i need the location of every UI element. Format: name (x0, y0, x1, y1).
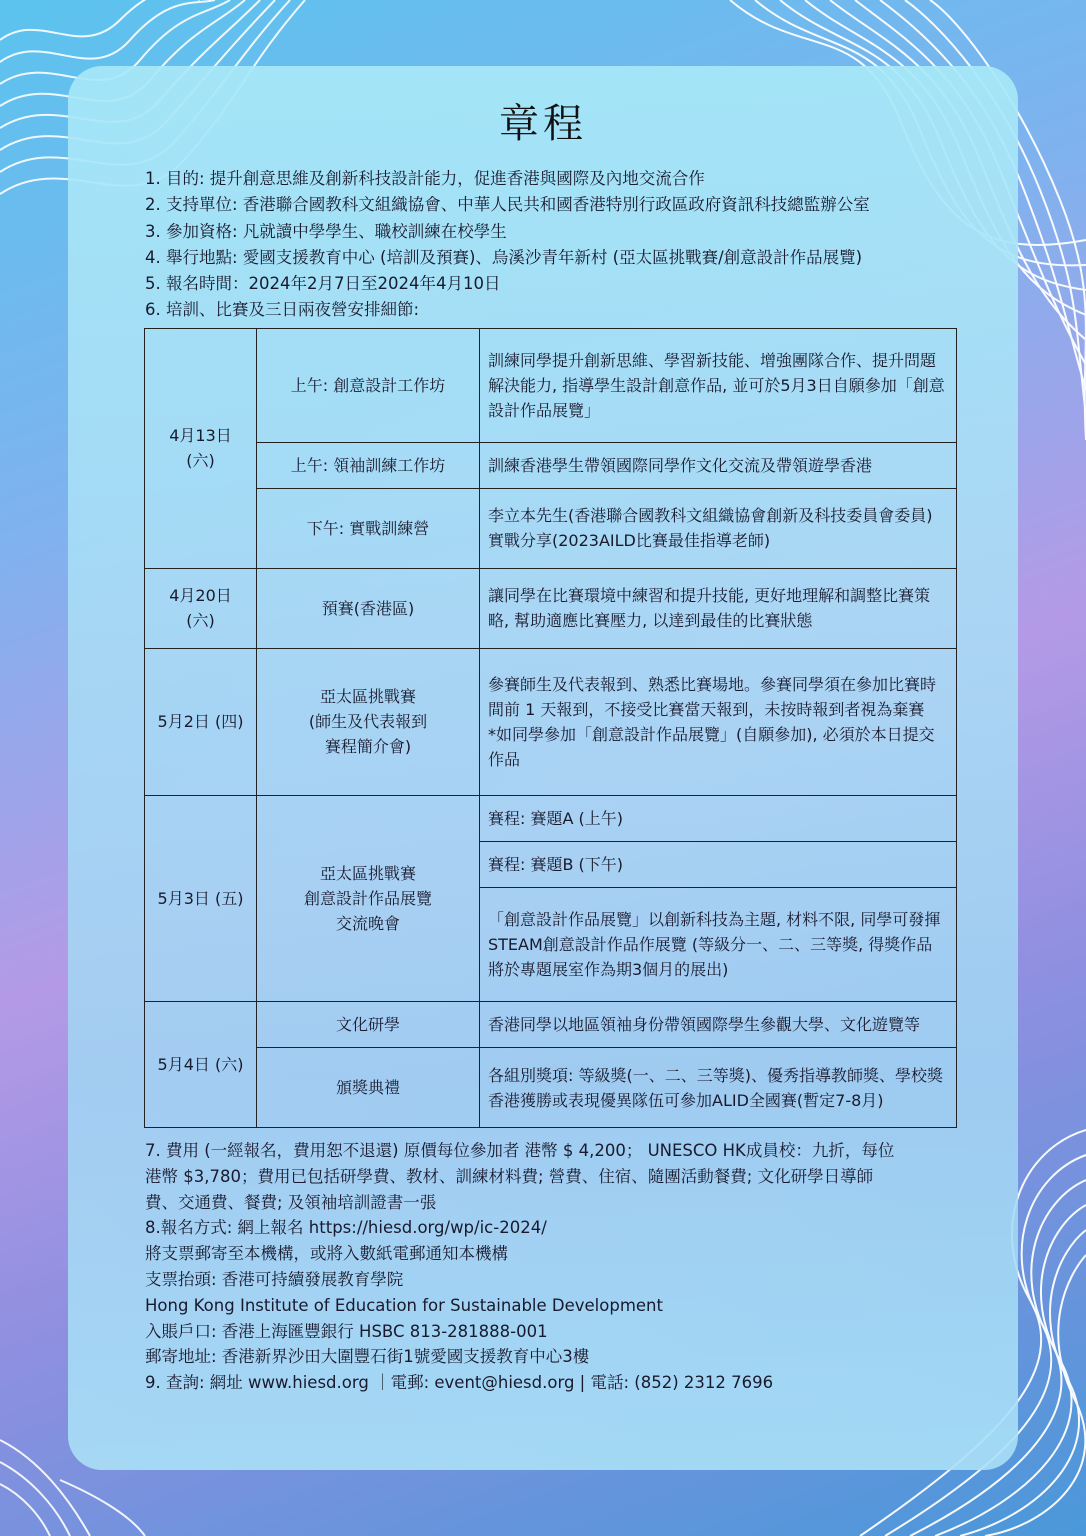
description-text: 香港同學以地區領袖身份帶領國際學生參觀大學、文化遊覽等 (488, 1015, 921, 1034)
date-label: 5月2日 (四) (157, 712, 244, 732)
description-cell (480, 568, 957, 648)
schedule-table (144, 328, 957, 1128)
description-cell (480, 888, 957, 1002)
date-cell (145, 648, 257, 796)
activity-label: 上午: 領袖訓練工作坊 (290, 455, 446, 475)
description-text: *如同學參加「創意設計作品展覽」(自願參加), 必須於本日提交作品 (488, 724, 935, 769)
activity-label: 上午: 創意設計工作坊 (290, 375, 446, 395)
description-text: 李立本先生(香港聯合國教科文組織協會創新及科技委員會委員) (488, 506, 933, 526)
description-text: 訓練香港學生帶領國際同學作文化交流及帶領遊學香港 (488, 455, 873, 475)
bank-account-line: 入賬戶口: 香港上海匯豐銀行 HSBC 813-281888-001 (145, 1321, 548, 1341)
description-text: 參賽師生及代表報到、熟悉比賽場地。參賽同學須在參加比賽時間前 1 天報到，不接受比賽當天報到，未按時報到者視為棄賽 (488, 674, 937, 719)
fee-line: 費、交通費、餐費; 及領袖培訓證書一張 (145, 1192, 437, 1212)
description-text: 讓同學在比賽環境中練習和提升技能, 更好地理解和調整比賽策略, 幫助適應比賽壓力, 以達到最佳的比賽狀態 (488, 586, 931, 631)
fee-line: 港幣 $3,780；費用已包括研學費、教材、訓練材料費; 營費、住宿、隨團活動餐費; 文化研學日導師 (145, 1166, 874, 1186)
table-row (145, 442, 957, 488)
description-cell (480, 648, 957, 796)
date-label: 4月13日 (169, 426, 232, 446)
activity-cell (257, 329, 480, 443)
description-text: 香港獲勝或表現優異隊伍可參加ALID全國賽(暫定7-8月) (488, 1090, 884, 1110)
activity-label: 創意設計作品展覽 (303, 889, 432, 909)
activity-label: 下午: 實戰訓練營 (306, 518, 430, 538)
description-cell (480, 1001, 957, 1047)
intro-item-eligibility: 3. 參加資格: 凡就讀中學學生、職校訓練在校學生 (145, 221, 507, 241)
intro-item-schedule-heading: 6. 培訓、比賽及三日兩夜營安排細節: (145, 300, 420, 320)
description-cell (480, 442, 957, 488)
table-row (145, 1001, 957, 1047)
activity-label: 亞太區挑戰賽 (319, 864, 416, 884)
intro-list (145, 166, 965, 324)
intro-item-registration-period: 5. 報名時間：2024年2月7日至2024年4月10日 (145, 274, 501, 294)
description-text: 訓練同學提升創新思維、學習新技能、增強團隊合作、提升問題解決能力, 指導學生設計創意作品, 並可於5月3日自願參加「創意設計作品展覽」 (488, 350, 945, 420)
registration-method-line: 8.報名方式: 網上報名 https://hiesd.org/wp/ic-2024/ (145, 1218, 547, 1238)
description-cell (480, 842, 957, 888)
activity-label: 文化研學 (335, 1015, 400, 1034)
activity-cell (257, 1048, 480, 1128)
description-text: 賽程: 賽題B (下午) (488, 855, 624, 875)
date-cell (145, 329, 257, 569)
description-cell (480, 329, 957, 443)
intro-item-venue: 4. 舉行地點: 愛國支援教育中心 (培訓及預賽)、烏溪沙青年新村 (亞太區挑戰賽/創意設計作品展覽) (145, 247, 863, 267)
activity-label: 亞太區挑戰賽 (319, 687, 416, 707)
description-text: 「創意設計作品展覽」以創新科技為主題, 材料不限, 同學可發揮STEAM創意設計作品作展覽 (等級分一、二、三等獎, 得獎作品將於專題展室作為期3個月的展出) (488, 910, 941, 980)
date-cell (145, 796, 257, 1002)
activity-label: 交流晚會 (335, 914, 400, 934)
activity-label: 賽程簡介會) (324, 737, 412, 757)
table-row (145, 648, 957, 796)
table-row (145, 488, 957, 568)
page-title: 章程 (499, 101, 587, 147)
table-row (145, 796, 957, 842)
description-cell (480, 488, 957, 568)
weekday-label: (六) (186, 451, 215, 471)
activity-cell (257, 442, 480, 488)
description-cell (480, 796, 957, 842)
description-cell (480, 1048, 957, 1128)
intro-item-purpose: 1. 目的: 提升創意思維及創新科技設計能力，促進香港與國際及內地交流合作 (145, 169, 705, 188)
weekday-label: (六) (186, 611, 215, 631)
activity-label: 頒獎典禮 (335, 1078, 400, 1097)
description-text: 各組別獎項: 等級獎(一、二、三等獎)、優秀指導教師獎、學校獎 (488, 1065, 943, 1085)
payment-instruction-line: 將支票郵寄至本機構，或將入數紙電郵通知本機構 (145, 1244, 508, 1264)
cheque-payee-line: 支票抬頭: 香港可持續發展教育學院 (145, 1269, 404, 1289)
date-label: 4月20日 (169, 586, 232, 606)
date-label: 5月4日 (六) (157, 1054, 244, 1074)
mailing-address-line: 郵寄地址: 香港新界沙田大圍豐石街1號愛國支援教育中心3樓 (145, 1347, 590, 1367)
activity-label: (師生及代表報到 (308, 712, 428, 732)
payee-english-line: Hong Kong Institute of Education for Sustainable Development (145, 1295, 663, 1315)
table-row (145, 329, 957, 443)
date-cell (145, 568, 257, 648)
fee-line: 7. 費用 (一經報名，費用恕不退還) 原價每位參加者 港幣 $ 4,200； UNESCO HK成員校：九折，每位 (145, 1141, 895, 1160)
table-row (145, 1048, 957, 1128)
description-text: 賽程: 賽題A (上午) (488, 809, 623, 829)
intro-item-supporters: 2. 支持單位: 香港聯合國教科文組織協會、中華人民共和國香港特別行政區政府資訊科技總監辦公室 (145, 195, 870, 215)
activity-cell (257, 796, 480, 1002)
date-cell (145, 1001, 257, 1127)
activity-cell (257, 568, 480, 648)
footer-info (145, 1138, 965, 1396)
activity-cell (257, 648, 480, 796)
enquiry-line: 9. 查詢: 網址 www.hiesd.org ｜電郵: event@hiesd.org | 電話: (852) 2312 7696 (145, 1373, 774, 1393)
table-row (145, 568, 957, 648)
activity-cell (257, 488, 480, 568)
activity-label: 預賽(香港區) (321, 598, 415, 618)
description-text: 實戰分享(2023AILD比賽最佳指導老師) (488, 531, 771, 551)
date-label: 5月3日 (五) (157, 889, 244, 909)
activity-cell (257, 1001, 480, 1047)
